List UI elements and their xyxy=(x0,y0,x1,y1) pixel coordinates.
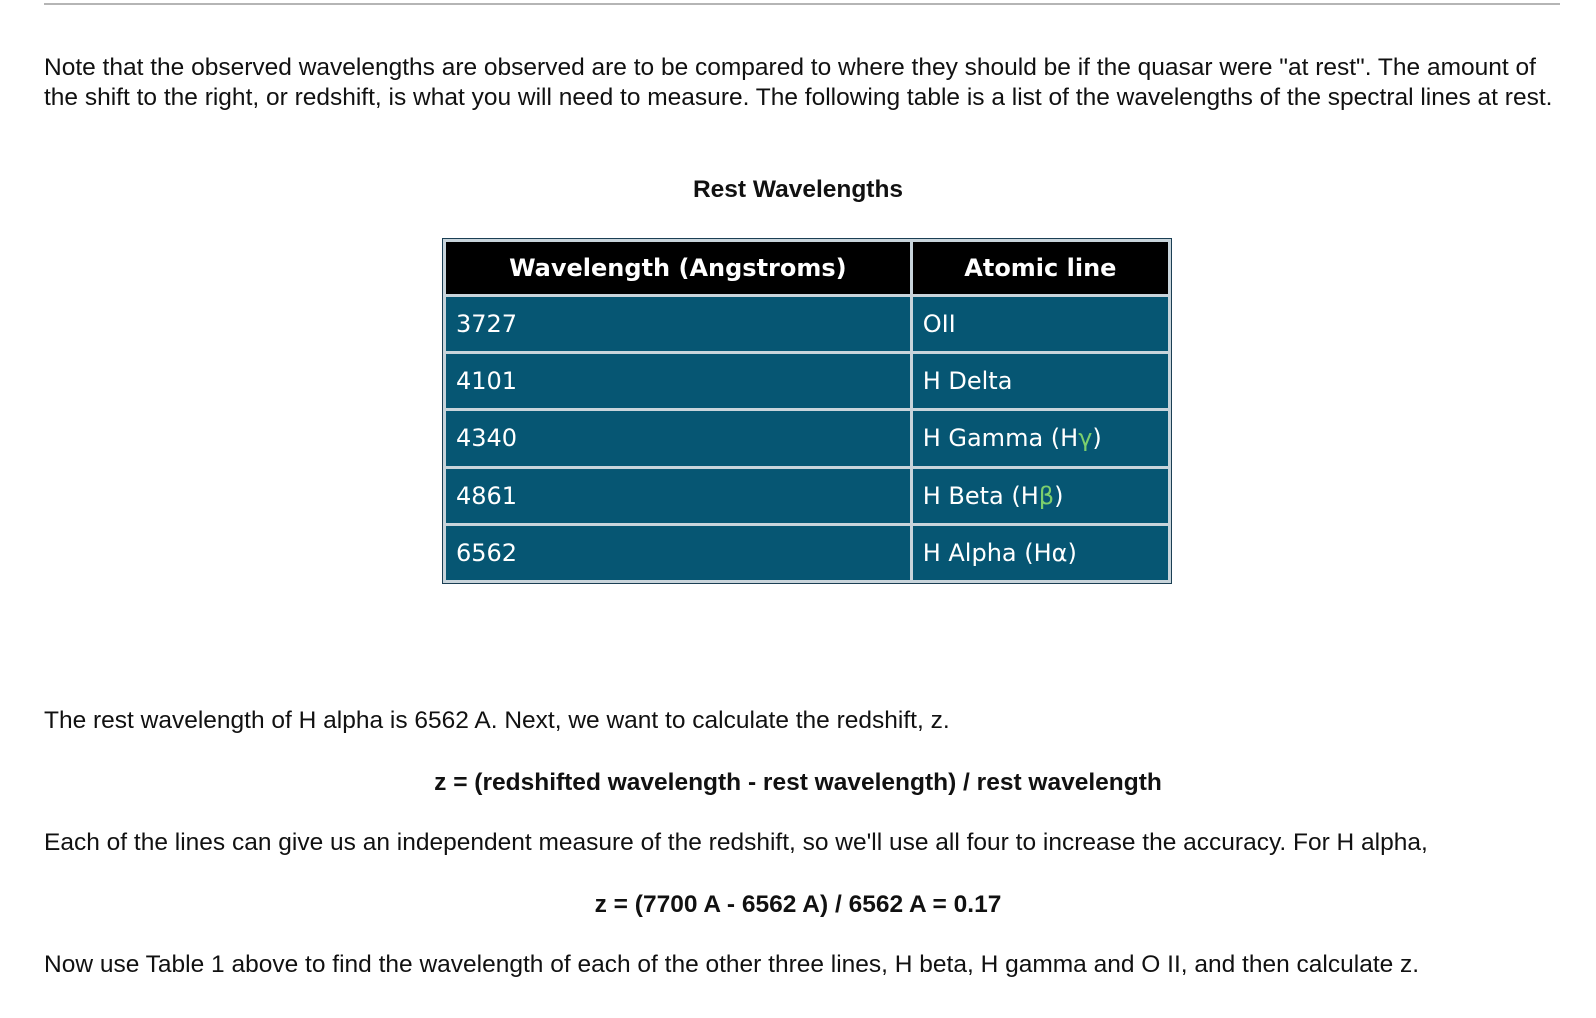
table-header-row xyxy=(446,242,1168,294)
atomic-line-cell xyxy=(913,297,1168,351)
instruction-paragraph: Now use Table 1 above to find the wavelength of each of the other three lines, H beta, H gamma and O II, and then calculate z. xyxy=(44,951,1420,978)
wavelength-cell: 4101 xyxy=(446,354,910,408)
wavelength-cell: 4861 xyxy=(446,469,910,523)
column-header-wavelength: Wavelength (Angstroms) xyxy=(446,242,910,294)
intro-paragraph: Note that the observed wavelengths are observed are to be compared to where they should be if the quasar were "at rest". The amount of the shift to the right, or redshift, is what you will need to measure. The following table is a list of the wavelengths of the spectral lines at rest. xyxy=(44,54,1553,111)
atomic-line-cell xyxy=(913,354,1168,408)
horizontal-rule xyxy=(44,3,1560,5)
wavelength-cell: 3727 xyxy=(446,297,910,351)
atomic-line-text: H Gamma (H xyxy=(922,424,1079,453)
redshift-formula: z = (redshifted wavelength - rest wavelength) / rest wavelength xyxy=(434,769,1162,796)
table-caption: Rest Wavelengths xyxy=(692,176,904,203)
table-row xyxy=(446,297,1168,351)
wavelength-cell: 4340 xyxy=(446,411,910,465)
atomic-line-suffix: ) xyxy=(1067,538,1077,567)
beta-symbol: β xyxy=(1038,481,1055,510)
atomic-line-text: H Delta xyxy=(922,367,1013,396)
atomic-line-suffix: ) xyxy=(1054,481,1064,510)
alpha-symbol: α xyxy=(1051,538,1068,567)
gamma-symbol: γ xyxy=(1078,424,1093,453)
table-row xyxy=(446,469,1168,523)
h-alpha-calculation: z = (7700 A - 6562 A) / 6562 A = 0.17 xyxy=(594,891,1002,918)
atomic-line-suffix: ) xyxy=(1092,424,1102,453)
independent-measure-note: Each of the lines can give us an independent measure of the redshift, so we'll use all four to increase the accuracy. For H alpha, xyxy=(44,829,1428,856)
table-row xyxy=(446,411,1168,465)
atomic-line-text: H Beta (H xyxy=(922,481,1039,510)
atomic-line-cell xyxy=(913,411,1168,465)
rest-wavelength-note: The rest wavelength of H alpha is 6562 A. Next, we want to calculate the redshift, z. xyxy=(44,707,950,734)
atomic-line-cell xyxy=(913,469,1168,523)
rest-wavelengths-table xyxy=(442,238,1172,584)
atomic-line-text: OII xyxy=(922,310,956,339)
wavelength-cell: 6562 xyxy=(446,526,910,580)
table-row xyxy=(446,354,1168,408)
atomic-line-cell xyxy=(913,526,1168,580)
column-header-atomic-line: Atomic line xyxy=(913,242,1168,294)
table-row xyxy=(446,526,1168,580)
atomic-line-text: H Alpha (H xyxy=(922,538,1052,567)
